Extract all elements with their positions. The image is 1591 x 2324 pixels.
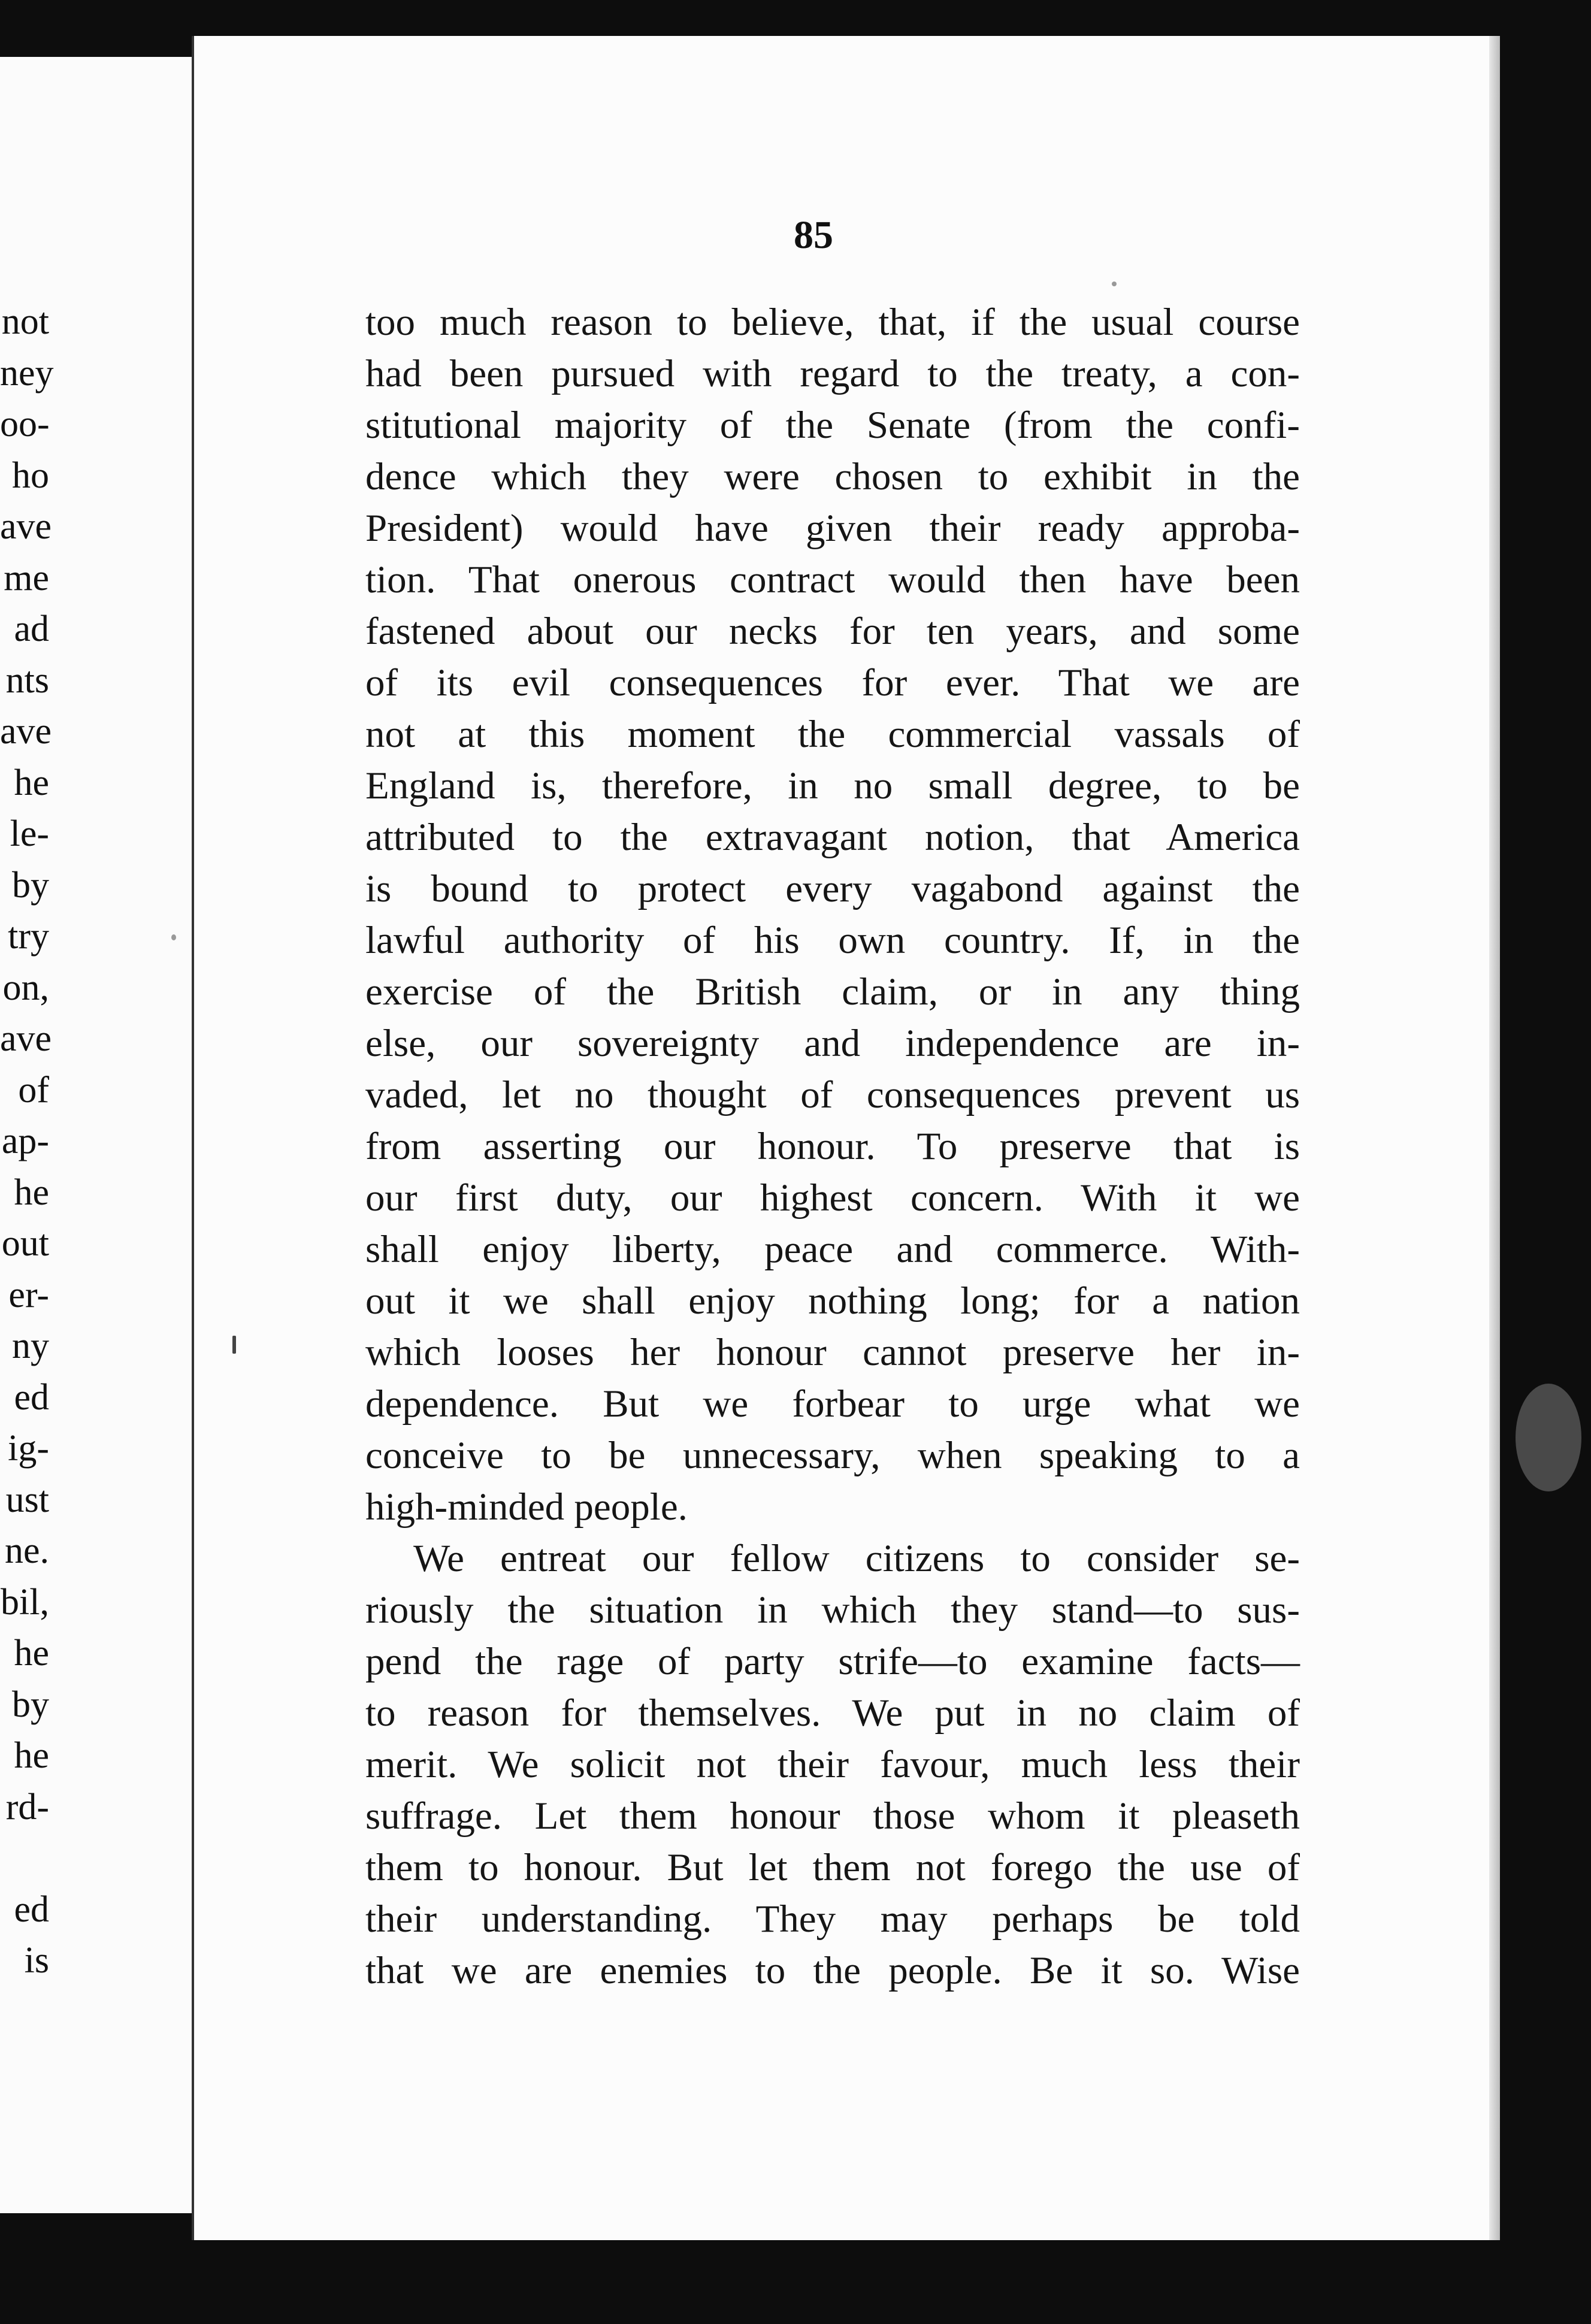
body-text-line: their understanding. They may perhaps be told bbox=[365, 1898, 1300, 1941]
body-text bbox=[365, 296, 1300, 1996]
left-fragment-line: he bbox=[14, 1633, 49, 1674]
body-text-line: that we are enemies to the people. Be it so. Wise bbox=[365, 1949, 1300, 1992]
body-text-line: attributed to the extravagant notion, that America bbox=[365, 816, 1300, 859]
body-text-line: of its evil consequences for ever. That we are bbox=[365, 661, 1300, 704]
body-text-line: pend the rage of party strife—to examine facts— bbox=[365, 1640, 1300, 1683]
left-fragment-line: by bbox=[12, 864, 49, 906]
body-text-line: which looses her honour cannot preserve her in- bbox=[365, 1331, 1300, 1374]
left-fragment-line: ny bbox=[12, 1326, 49, 1366]
left-fragment-line: oo- bbox=[0, 404, 50, 444]
left-fragment-line: try bbox=[8, 916, 49, 957]
body-text-line: them to honour. But let them not forego the use of bbox=[365, 1846, 1300, 1889]
body-text-line: fastened about our necks for ten years, and some bbox=[365, 610, 1300, 653]
body-text-line: We entreat our fellow citizens to consider se- bbox=[413, 1537, 1300, 1580]
left-fragment-line: ed bbox=[14, 1376, 49, 1418]
body-text-line: dependence. But we forbear to urge what we bbox=[365, 1382, 1300, 1426]
left-fragment-line: ed bbox=[14, 1889, 49, 1930]
paper-speck bbox=[232, 1336, 236, 1354]
body-text-line: tion. That onerous contract would then have been bbox=[365, 558, 1300, 601]
left-fragment-line: by bbox=[12, 1684, 49, 1725]
left-fragment-line: le- bbox=[10, 813, 49, 854]
left-fragment-line: ave bbox=[0, 1018, 52, 1059]
left-fragment-line: not bbox=[1, 301, 49, 342]
body-text-line: President) would have given their ready approba- bbox=[365, 507, 1300, 550]
left-fragment-line: rd- bbox=[5, 1786, 49, 1827]
left-fragment-line: on, bbox=[2, 967, 49, 1008]
left-fragment-line: ho bbox=[12, 455, 49, 496]
paper-speck bbox=[1516, 1384, 1581, 1491]
paper-speck bbox=[1112, 282, 1117, 286]
body-text-line: conceive to be unnecessary, when speaking to a bbox=[365, 1434, 1300, 1477]
left-fragment-line: ust bbox=[5, 1479, 49, 1520]
body-text-line: merit. We solicit not their favour, much less their bbox=[365, 1743, 1300, 1786]
paper-speck bbox=[171, 934, 176, 940]
body-text-line: out it we shall enjoy nothing long; for a nation bbox=[365, 1279, 1300, 1323]
left-fragment-line: er- bbox=[8, 1274, 49, 1315]
left-fragment-line: ad bbox=[14, 609, 49, 649]
left-fragment-line bbox=[0, 1833, 49, 1884]
body-text-line: suffrage. Let them honour those whom it pleaseth bbox=[365, 1795, 1300, 1838]
body-text-line: else, our sovereignty and independence are in- bbox=[365, 1022, 1300, 1065]
left-fragment-line: ney bbox=[0, 352, 54, 394]
left-fragment-line: ig- bbox=[8, 1428, 49, 1469]
body-text-line: vaded, let no thought of consequences prevent us bbox=[365, 1073, 1300, 1116]
left-fragment-line: out bbox=[1, 1223, 49, 1264]
body-text-line: lawful authority of his own country. If, in the bbox=[365, 919, 1300, 962]
body-text-line: too much reason to believe, that, if the usual course bbox=[365, 301, 1300, 344]
body-text-line: not at this moment the commercial vassals of bbox=[365, 713, 1300, 756]
body-text-line: exercise of the British claim, or in any thing bbox=[365, 970, 1300, 1013]
body-text-line: shall enjoy liberty, peace and commerce. With- bbox=[365, 1228, 1300, 1271]
left-fragment-line: ap- bbox=[1, 1121, 49, 1161]
left-fragment-line: is bbox=[24, 1940, 49, 1981]
body-text-line: riously the situation in which they stand—to sus- bbox=[365, 1588, 1300, 1632]
body-text-line: had been pursued with regard to the treaty, a con- bbox=[365, 352, 1300, 395]
left-fragment-line: ave bbox=[0, 711, 52, 752]
body-text-line: dence which they were chosen to exhibit in the bbox=[365, 455, 1300, 498]
body-text-line: to reason for themselves. We put in no claim of bbox=[365, 1691, 1300, 1735]
left-page-text-fragments bbox=[0, 296, 54, 1987]
body-text-line: from asserting our honour. To preserve that is bbox=[365, 1125, 1300, 1168]
left-fragment-line: nts bbox=[5, 659, 49, 701]
left-fragment-line: ne. bbox=[4, 1530, 49, 1571]
page-number: 85 bbox=[794, 213, 833, 257]
left-fragment-line: of bbox=[18, 1069, 49, 1110]
left-fragment-line: he bbox=[14, 1735, 49, 1776]
body-text-line: high-minded people. bbox=[365, 1485, 688, 1529]
left-fragment-line: he bbox=[14, 762, 49, 803]
body-text-line: England is, therefore, in no small degree, to be bbox=[365, 764, 1300, 807]
body-text-line: our first duty, our highest concern. With it we bbox=[365, 1176, 1300, 1220]
left-fragment-line: ave bbox=[0, 506, 52, 547]
body-text-line: is bound to protect every vagabond against the bbox=[365, 867, 1300, 910]
body-text-line: stitutional majority of the Senate (from the confi- bbox=[365, 404, 1300, 447]
left-fragment-line: bil, bbox=[1, 1581, 49, 1623]
left-fragment-line: me bbox=[4, 557, 49, 598]
left-fragment-line: he bbox=[14, 1172, 49, 1213]
